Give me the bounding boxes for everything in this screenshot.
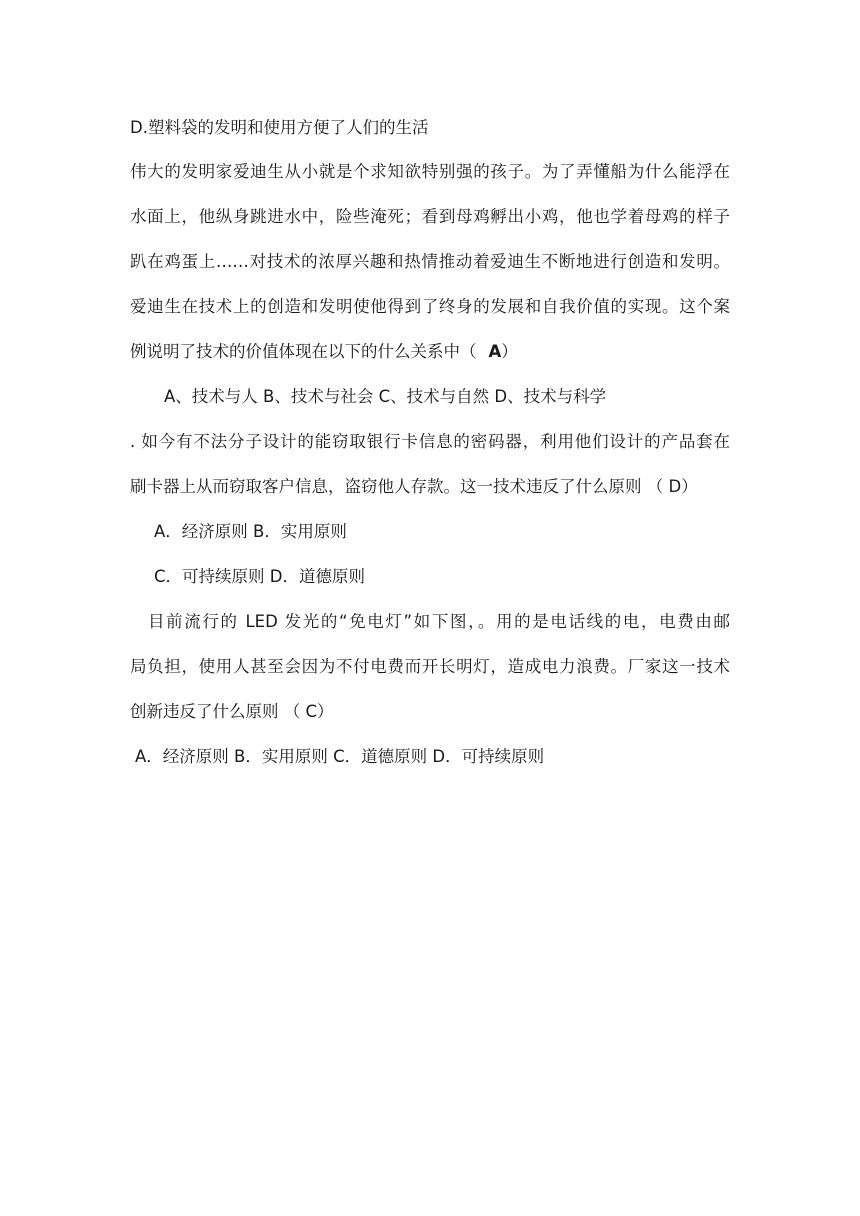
text-line-option-d: D.塑料袋的发明和使用方便了人们的生活 (130, 118, 429, 137)
question-1-stem-end: 例说明了技术的价值体现在以下的什么关系中（ (130, 342, 477, 361)
text-line-question-3c: 创新违反了什么原则 （ C） (130, 702, 334, 721)
question-2-options-row-1: A．经济原则 B．实用原则 (154, 522, 347, 541)
text-line-question-1d: 爱迪生在技术上的创造和发明使他得到了终身的发展和自我价值的实现。这个案 (130, 297, 730, 316)
question-1-answer: A (488, 342, 502, 361)
text-line-question-1b: 水面上，他纵身跳进水中，险些淹死；看到母鸡孵出小鸡，他也学着母鸡的样子 (130, 207, 730, 226)
text-line-question-3a: 目前流行的 LED 发光的“免电灯”如下图，。用的是电话线的电，电费由邮 (148, 612, 730, 631)
question-1-closing-paren: ） (501, 342, 518, 361)
question-3-options: A．经济原则 B．实用原则 C．道德原则 D．可持续原则 (135, 747, 545, 766)
question-1-options: A、技术与人 B、技术与社会 C、技术与自然 D、技术与科学 (164, 387, 607, 406)
text-line-question-1c: 趴在鸡蛋上……对技术的浓厚兴趣和热情推动着爱迪生不断地进行创造和发明。 (130, 252, 730, 271)
text-line-question-2b: 刷卡器上从而窃取客户信息，盗窃他人存款。这一技术违反了什么原则 （ D） (130, 477, 698, 496)
question-2-options-row-2: C．可持续原则 D．道德原则 (154, 567, 365, 586)
text-line-question-2a: . 如今有不法分子设计的能窃取银行卡信息的密码器，利用他们设计的产品套在 (130, 432, 730, 451)
text-line-question-3b: 局负担，使用人甚至会因为不付电费而开长明灯，造成电力浪费。厂家这一技术 (130, 657, 730, 676)
text-line-question-1e (130, 340, 518, 364)
text-line-question-1a: 伟大的发明家爱迪生从小就是个求知欲特别强的孩子。为了弄懂船为什么能浮在 (130, 162, 730, 181)
